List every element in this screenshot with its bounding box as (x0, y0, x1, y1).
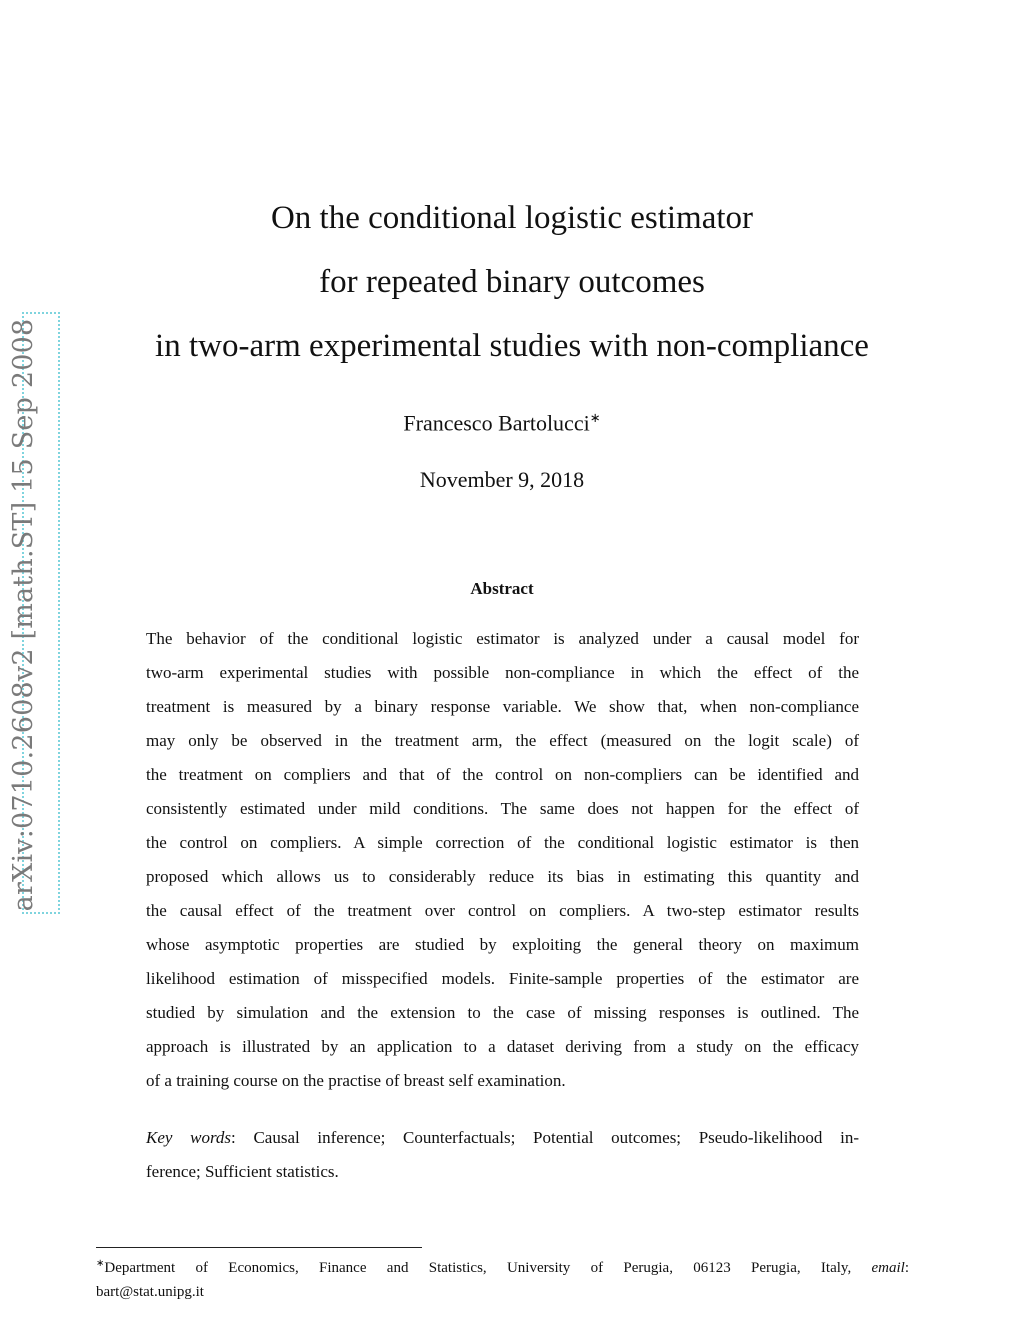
abstract-line: approach is illustrated by an application to a dataset deriving from a study on the efficacy (146, 1037, 859, 1056)
abstract-line: the control on compliers. A simple correction of the conditional logistic estimator is then (146, 833, 859, 852)
paper-title-line-2: for repeated binary outcomes (319, 264, 705, 300)
abstract-body (146, 622, 859, 1098)
abstract-line: of a training course on the practise of breast self examination. (146, 1071, 566, 1090)
footnote-mark: ∗ (96, 1258, 105, 1269)
footnote-email-address: bart@stat.unipg.it (96, 1284, 204, 1300)
keywords-label: Key words (146, 1128, 232, 1147)
paper-title-line-3: in two-arm experimental studies with non-compliance (155, 328, 869, 364)
abstract-line: the treatment on compliers and that of the control on non-compliers can be identified and (146, 765, 859, 784)
keywords-text-1: : Causal inference; Counterfactuals; Potential outcomes; Pseudo-likelihood in- (231, 1128, 859, 1147)
abstract-line: likelihood estimation of misspecified models. Finite-sample properties of the estimator are (146, 969, 859, 988)
abstract-line: two-arm experimental studies with possible non-compliance in which the effect of the (146, 663, 859, 682)
keywords-line-2: ference; Sufficient statistics. (146, 1162, 339, 1181)
keywords-line-1 (146, 1121, 859, 1155)
author-footnote-mark: ∗ (589, 410, 601, 425)
abstract-heading: Abstract (470, 579, 534, 598)
abstract-line: the causal effect of the treatment over control on compliers. A two-step estimator results (146, 901, 859, 920)
abstract-line: proposed which allows us to considerably reduce its bias in estimating this quantity and (146, 867, 859, 886)
abstract-line: may only be observed in the treatment arm, the effect (measured on the logit scale) of (146, 731, 859, 750)
keywords (146, 1121, 859, 1189)
footnote (96, 1249, 909, 1307)
footnote-email-label: email (871, 1260, 905, 1276)
paper-date: November 9, 2018 (419, 467, 585, 492)
arxiv-identifier: arXiv:0710.2608v2 [math.ST] 15 Sep 2008 (8, 318, 39, 912)
footnote-email-colon: : (904, 1260, 910, 1276)
author-name-text: Francesco Bartolucci (403, 410, 590, 436)
footnote-affiliation: Department of Economics, Finance and Statistics, University of Perugia, 06123 Perugia, Italy, (104, 1260, 852, 1276)
paper-title-line-1: On the conditional logistic estimator (270, 200, 754, 236)
footnote-rule (96, 1247, 422, 1248)
abstract-line: studied by simulation and the extension to the case of missing responses is outlined. The (146, 1003, 859, 1022)
abstract-line: consistently estimated under mild conditions. The same does not happen for the effect of (146, 799, 859, 818)
author-name (0, 410, 1004, 436)
abstract-line: The behavior of the conditional logistic estimator is analyzed under a causal model for (146, 629, 859, 648)
footnote-line-1 (96, 1249, 909, 1278)
abstract-line: treatment is measured by a binary response variable. We show that, when non-compliance (146, 697, 859, 716)
arxiv-stamp (8, 312, 60, 914)
abstract-line: whose asymptotic properties are studied by exploiting the general theory on maximum (146, 935, 859, 954)
